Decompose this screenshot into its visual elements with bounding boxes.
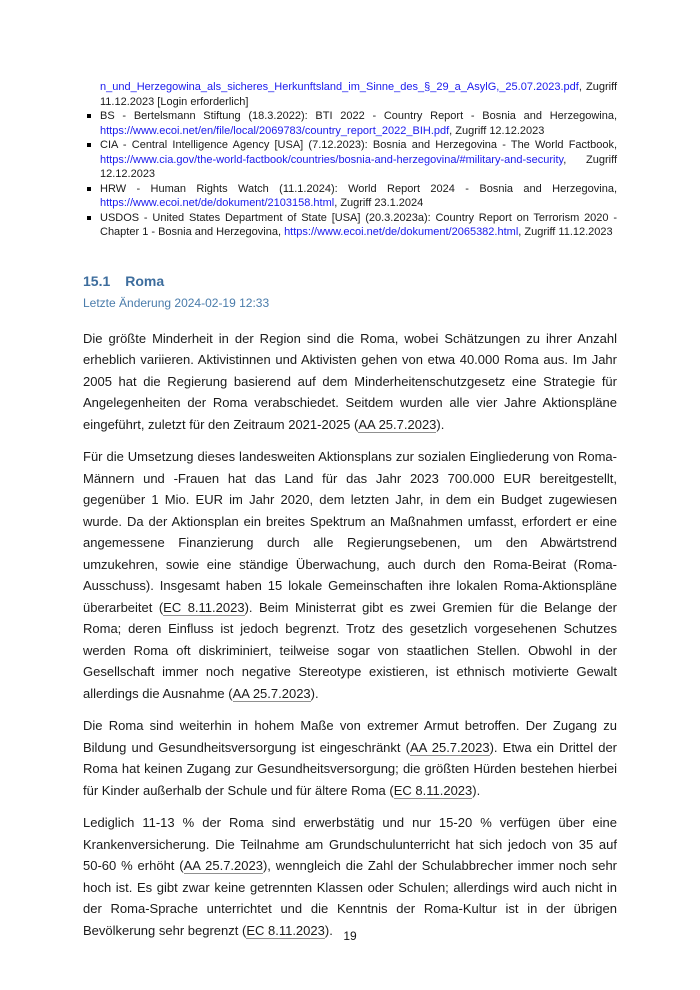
hyperlink[interactable]: https://www.ecoi.net/en/file/local/2069783/country_report_2022_BIH.pdf [100, 124, 450, 137]
section-paragraphs [83, 328, 617, 942]
section-title: Roma [125, 272, 165, 289]
paragraph [83, 812, 617, 941]
text-run: ). Etwa ein Drittel der Roma hat keinen Zugang zur Gesundheitsversorgung; die größten Hürden bestehen hierbei für Kinder außerhalb der Schule und für ältere Roma ( [83, 739, 618, 798]
text-run: ). [310, 685, 319, 701]
source-reference-link[interactable]: AA 25.7.2023 [232, 685, 311, 701]
bibliography-item [83, 109, 617, 138]
bibliography-item [83, 182, 617, 211]
text-run: BS - Bertelsmann Stiftung (18.3.2022): BTI 2022 - Country Report - Bosnia and Herzegowina, [100, 110, 617, 122]
text-run: , Zugriff 23.1.2024 [334, 197, 424, 209]
text-run: ). [324, 922, 333, 938]
hyperlink[interactable]: https://www.ecoi.net/de/dokument/2065382.html [284, 226, 519, 238]
text-run: Die größte Minderheit in der Region sind die Roma, wobei Schätzungen zu ihrer Anzahl erheblich variieren. Aktivistinnen und Aktivisten gehen von etwa 40.000 Roma aus. Im Jahr 2005 hat die Regierung basierend auf dem Minderheitenschutzgesetz eine Strategie für Angelegenheiten der Roma verabschiedet. Seitdem wurden alle vier Jahre Aktionspläne eingeführt, zuletzt für den Zeitraum 2021-2025 ( [83, 330, 617, 432]
text-run: HRW - Human Rights Watch (11.1.2024): World Report 2024 - Bosnia and Herzegovina, [100, 182, 617, 195]
bibliography-item [83, 138, 617, 182]
bibliography-item [83, 211, 617, 240]
section-heading [83, 273, 617, 289]
text-run: CIA - Central Intelligence Agency [USA] (7.12.2023): Bosnia and Herzegovina - The World Factbook, [100, 139, 617, 151]
text-run: Lediglich 11-13 % der Roma sind erwerbstätig und nur 15-20 % verfügen über eine Krankenversicherung. Die Teilnahme am Grundschulunterricht hat sich jedoch von 35 auf 50-60 % erhöht ( [83, 815, 617, 873]
text-run: , Zugriff 12.12.2023 [100, 153, 617, 180]
source-reference-link[interactable]: EC 8.11.2023 [246, 922, 325, 938]
source-reference-link[interactable]: EC 8.11.2023 [393, 782, 473, 798]
section-number: 15.1 [83, 272, 111, 289]
bibliography [83, 80, 617, 240]
text-run: ). [472, 782, 481, 798]
hyperlink[interactable]: https://www.ecoi.net/de/dokument/2103158.html [100, 197, 335, 209]
source-reference-link[interactable]: AA 25.7.2023 [409, 739, 490, 755]
hyperlink[interactable]: https://www.cia.gov/the-world-factbook/countries/bosnia-and-herzegovina/#military-and-security [100, 153, 564, 166]
text-run: , Zugriff 12.12.2023 [449, 124, 545, 137]
text-run: ), wenngleich die Zahl der Schulabbrecher immer noch sehr hoch ist. Es gibt zwar keine getrennten Klassen oder Schulen; allerdings wird auch nicht in der Roma-Sprache unterrichtet und die Kenntnis der Roma-Kultur ist in der übrigen Bevölkerung sehr begrenzt ( [83, 858, 617, 938]
page-number: 19 [343, 929, 357, 943]
text-run: USDOS - United States Department of State [USA] (20.3.2023a): Country Report on Terrorism 2020 - Chapter 1 - Bosnia and Herzegovina, [100, 211, 617, 238]
bibliography-list [83, 109, 617, 240]
source-reference-link[interactable]: AA 25.7.2023 [358, 416, 437, 432]
paragraph [83, 446, 617, 704]
text-run: Für die Umsetzung dieses landesweiten Aktionsplans zur sozialen Eingliederung von Roma-Männern und -Frauen hat das Land für das Jahr 2023 700.000 EUR bereitgestellt, gegenüber 1 Mio. EUR im Jahr 2020, dem letzten Jahr, in dem ein Budget zugewiesen wurde. Da der Aktionsplan ein breites Spektrum an Maßnahmen umfasst, erfordert er eine angemessene Finanzierung durch alle Regierungsebenen, um den Abwärtstrend umzukehren, sowie eine ständige Überwachung, auch durch den Roma-Beirat (Roma-Ausschuss). Insgesamt haben 15 lokale Gemeinschaften ihre lokalen Roma-Aktionspläne überarbeitet ( [83, 449, 617, 615]
paragraph [83, 715, 617, 801]
bibliography-continuation [83, 80, 617, 109]
paragraph [83, 328, 617, 436]
text-run: ). [436, 416, 445, 432]
source-reference-link[interactable]: AA 25.7.2023 [183, 858, 263, 873]
text-run: Die Roma sind weiterhin in hohem Maße von extremer Armut betroffen. Der Zugang zu Bildung und Gesundheitsversorgung ist eingeschränkt ( [83, 718, 617, 755]
text-run: ). Beim Ministerrat gibt es zwei Gremien für die Belange der Roma; deren Einfluss ist jedoch begrenzt. Trotz des gesetzlich vorgesehenen Schutzes werden Roma oft diskriminiert, teilweise sogar von staatlichen Stellen. Obwohl in der Gesellschaft immer noch negative Stereotype existieren, ist ethnisch motivierte Gewalt allerdings die Ausnahme ( [83, 599, 617, 701]
last-change-timestamp: Letzte Änderung 2024-02-19 12:33 [83, 295, 270, 310]
source-reference-link[interactable]: EC 8.11.2023 [163, 599, 245, 615]
text-run: , Zugriff 11.12.2023 [Login erforderlich] [100, 81, 617, 108]
text-run: , Zugriff 11.12.2023 [518, 226, 613, 238]
hyperlink[interactable]: n_und_Herzegowina_als_sicheres_Herkunftsland_im_Sinne_des_§_29_a_AsylG,_25.07.2023.pdf [100, 81, 579, 93]
